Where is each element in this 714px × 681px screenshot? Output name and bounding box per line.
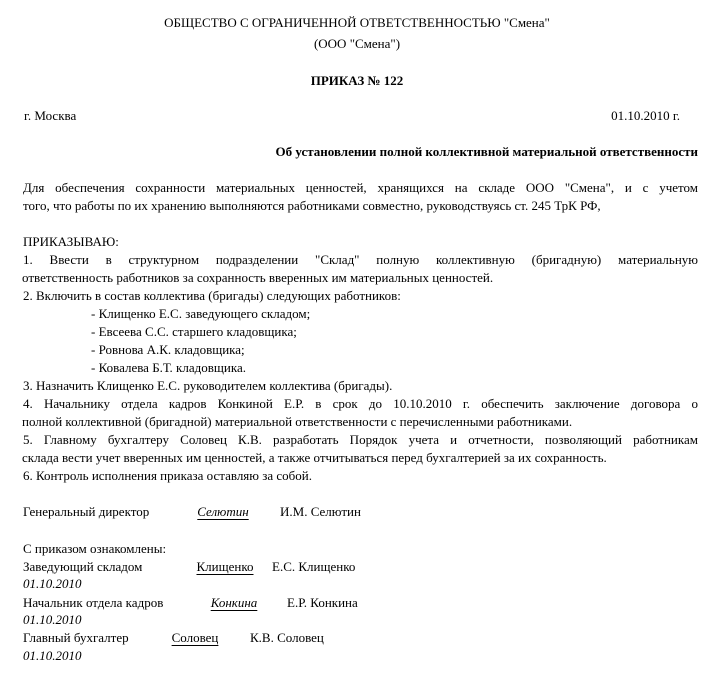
preamble-line-1: Для обеспечения сохранности материальных ценностей, хранящихся на складе ООО "Смена", и с учетом xyxy=(23,180,698,195)
item-4-line-1: 4. Начальнику отдела кадров Конкиной Е.Р. в срок до 10.10.2010 г. обеспечить заключение договора о xyxy=(23,396,698,411)
member-item: - Клищенко Е.С. заведующего складом; xyxy=(91,306,311,321)
item-1-line-2: ответственность работников за сохранность вверенных им материальных ценностей. xyxy=(22,270,494,285)
ack-title: Начальник отдела кадров xyxy=(23,595,164,610)
director-signature: Селютин xyxy=(197,504,249,519)
organization-full-name: ОБЩЕСТВО С ОГРАНИЧЕННОЙ ОТВЕТСТВЕННОСТЬЮ "Смена" xyxy=(164,15,550,30)
item-3: 3. Назначить Клищенко Е.С. руководителем коллектива (бригады). xyxy=(23,378,393,393)
order-word: ПРИКАЗЫВАЮ: xyxy=(23,234,119,249)
ack-title: Заведующий складом xyxy=(23,559,143,574)
member-item: - Евсеева С.С. старшего кладовщика; xyxy=(91,324,297,339)
ack-signature: Клищенко xyxy=(196,559,254,574)
acknowledgement-heading: С приказом ознакомлены: xyxy=(23,541,167,556)
order-city: г. Москва xyxy=(24,108,77,123)
ack-date: 01.10.2010 xyxy=(23,648,82,663)
item-4-line-2: полной коллективной (бригадной) материальной ответственности с перечисленными работниками. xyxy=(22,414,573,429)
item-1-line-1: 1. Ввести в структурном подразделении "Склад" полную коллективную (бригадную) материальную xyxy=(23,252,698,267)
order-date: 01.10.2010 г. xyxy=(611,108,680,123)
preamble-line-2: того, что работы по их хранению выполняются работниками совместно, руководствуясь ст. 245 ТрК РФ, xyxy=(23,198,601,213)
member-item: - Ковалева Б.Т. кладовщика. xyxy=(91,360,246,375)
ack-date: 01.10.2010 xyxy=(23,576,82,591)
item-2: 2. Включить в состав коллектива (бригады) следующих работников: xyxy=(23,288,401,303)
ack-name: Е.Р. Конкина xyxy=(287,595,358,610)
item-5-line-1: 5. Главному бухгалтеру Соловец К.В. разработать Порядок учета и отчетности, позволяющий работникам xyxy=(23,432,698,447)
director-title: Генеральный директор xyxy=(23,504,150,519)
order-title: ПРИКАЗ № 122 xyxy=(310,73,404,88)
ack-name: К.В. Соловец xyxy=(250,630,324,645)
ack-title: Главный бухгалтер xyxy=(23,630,129,645)
organization-short-name: (ООО "Смена") xyxy=(313,36,401,51)
member-item: - Ровнова А.К. кладовщика; xyxy=(91,342,245,357)
item-6: 6. Контроль исполнения приказа оставляю за собой. xyxy=(23,468,312,483)
ack-name: Е.С. Клищенко xyxy=(272,559,356,574)
director-name: И.М. Селютин xyxy=(280,504,361,519)
ack-signature: Соловец xyxy=(171,630,219,645)
ack-date: 01.10.2010 xyxy=(23,612,82,627)
ack-signature: Конкина xyxy=(210,595,258,610)
order-subject: Об установлении полной коллективной материальной ответственности xyxy=(275,144,698,159)
item-5-line-2: склада вести учет вверенных им ценностей, а также отчитываться перед бухгалтерией за их сохранность. xyxy=(22,450,607,465)
